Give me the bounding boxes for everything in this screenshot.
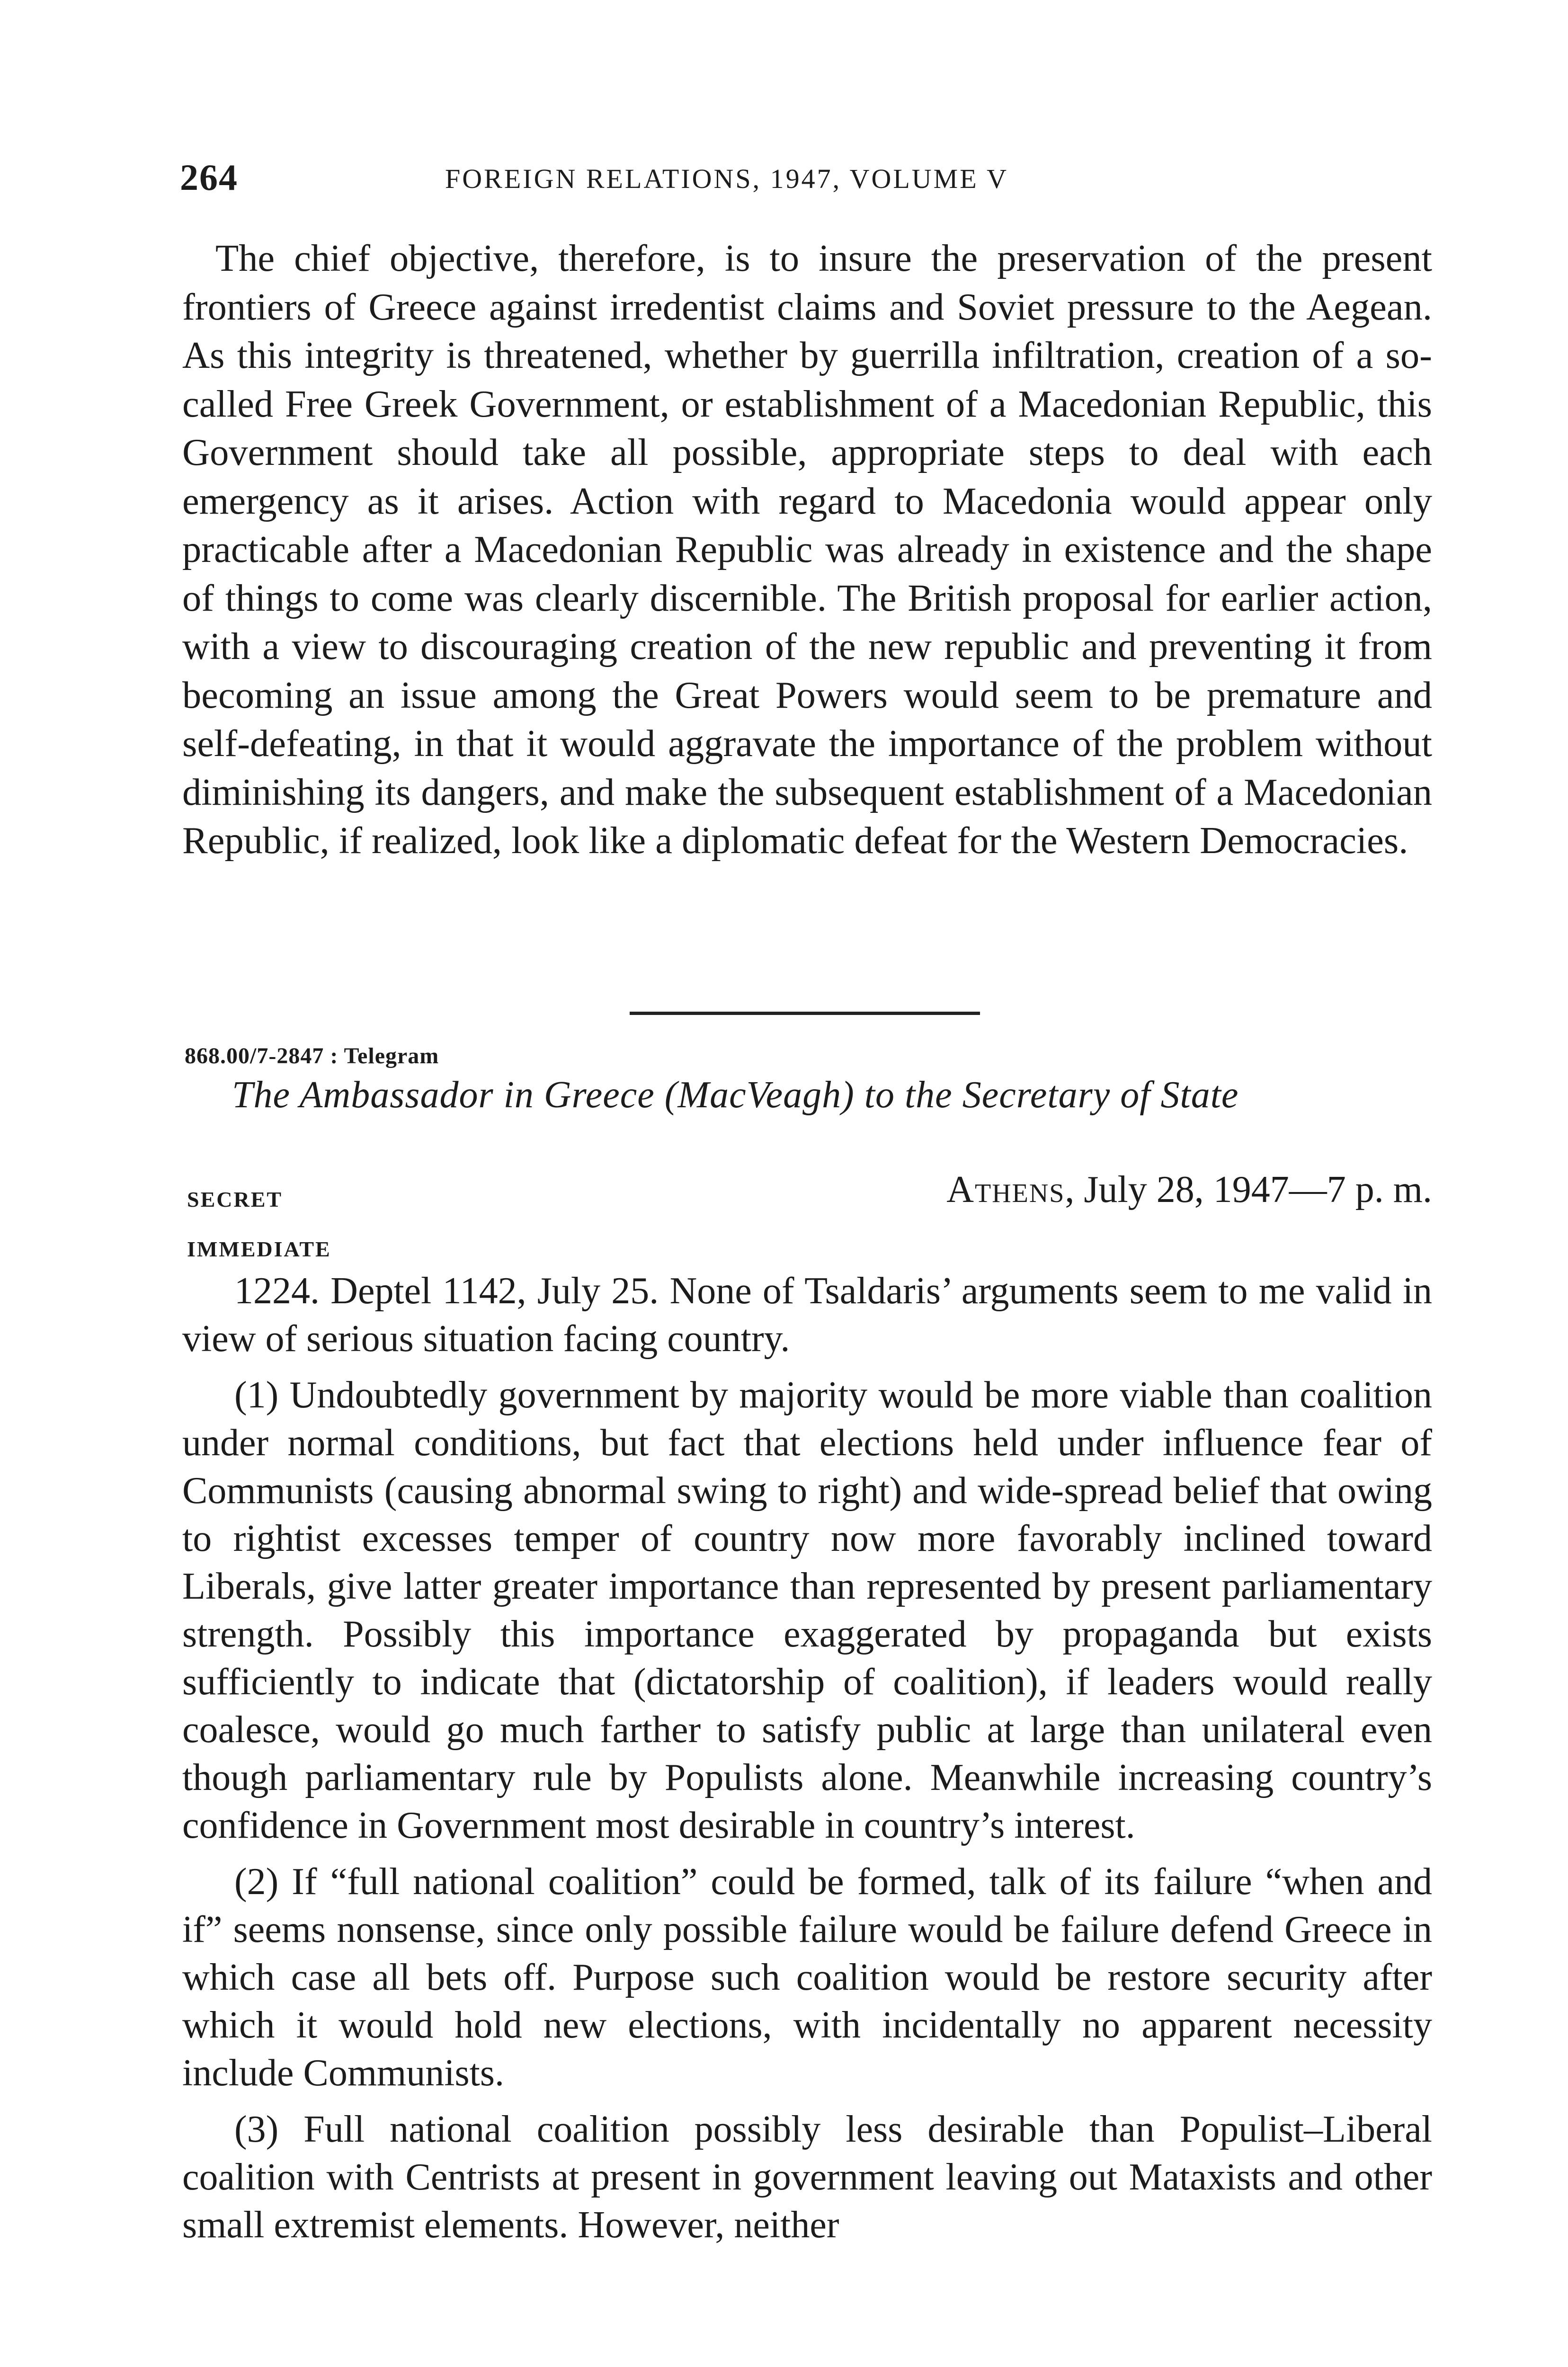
dateline-place: Athens (946, 1169, 1065, 1210)
file-reference: 868.00/7-2847 : Telegram (185, 1043, 439, 1068)
document-title: The Ambassador in Greece (MacVeagh) to the Secretary of State (232, 1074, 1239, 1116)
page-header (180, 156, 1439, 208)
page-number: 264 (180, 157, 238, 198)
telegram-body (182, 1267, 1432, 2258)
classification-secret: SECRET (187, 1187, 283, 1211)
telegram-paragraph: (3) Full national coalition possibly less desirable than Populist–Liberal coalition with Centrists at present in government leaving out Mataxists and other small extremist elements. However, neither (182, 2109, 1432, 2246)
telegram-paragraph: (2) If “full national coalition” could be formed, talk of its failure “when and if” seems nonsense, since only possible failure would be failure defend Greece in which case all bets off. Purpose such coalition would be restore security after which it would hold new elections, with incidentally no apparent necessity include Communists. (182, 1861, 1432, 2094)
telegram-paragraph: (1) Undoubtedly government by majority would be more viable than coalition under normal conditions, but fact that elections held under influence fear of Communists (causing abnormal swing to right) and wide-spread belief that owing to rightist excesses temper of country now more favorably inclined toward Liberals, give latter greater importance than represented by present parliamentary strength. Possibly this importance exaggerated by propaganda but exists sufficiently to indicate that (dictatorship of coalition), if leaders would really coalesce, would go much farther to satisfy public at large than unilateral even though parliamentary rule by Populists alone. Meanwhile increasing country’s confidence in Government most desirable in country’s interest. (182, 1374, 1432, 1846)
dateline-date: , July 28, 1947—7 p. m. (1065, 1169, 1432, 1210)
intro-paragraph: The chief objective, therefore, is to insure the preservation of the present frontiers of Greece against irredentist claims and Soviet pressure to the Aegean. As this integrity is threatened, whether by guerrilla infiltration, creation of a so-called Free Greek Government, or establishment of a Macedonian Republic, this Government should take all possible, appropriate steps to deal with each emergency as it arises. Action with regard to Macedonia would appear only practicable after a Macedonian Republic was already in existence and the shape of things to come was clearly discernible. The British proposal for earlier action, with a view to discouraging creation of the new republic and preventing it from becoming an issue among the Great Powers would seem to be premature and self-defeating, in that it would aggravate the importance of the problem without diminishing its dangers, and make the subsequent establishment of a Macedonian Republic, if realized, look like a diplomatic defeat for the Western Democracies. (182, 237, 1432, 862)
running-head: FOREIGN RELATIONS, 1947, VOLUME V (445, 163, 1008, 194)
telegram-paragraph: 1224. Deptel 1142, July 25. None of Tsaldaris’ arguments seem to me valid in view of serious situation facing country. (182, 1270, 1432, 1360)
classification-immediate: IMMEDIATE (187, 1237, 331, 1261)
section-divider (630, 1012, 980, 1015)
dateline (878, 1168, 1432, 1211)
